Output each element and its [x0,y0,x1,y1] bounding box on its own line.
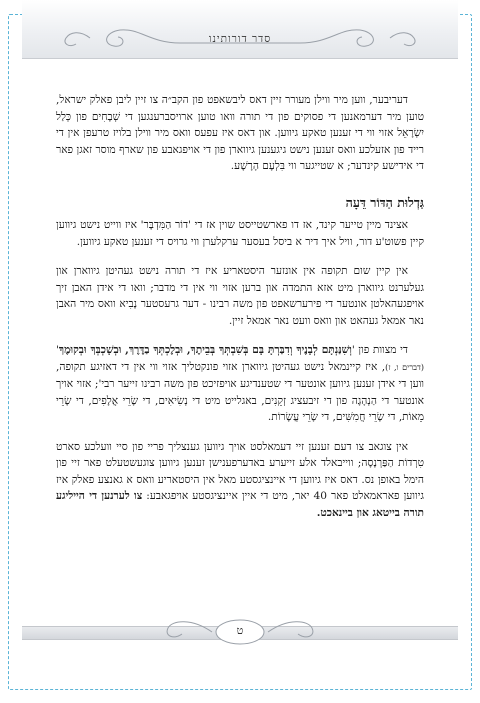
text-run: אין צוגאב צו דעם זענען זיי דעמאלסט אויך גיווען גענצליך פריי פון סיי וועלכע סארט טִרְדוֹת הַפַּרְנָסָה; ווייבאלד אלע זייערע באדערפענישן זענען גיווען צוגעשטעלט פאר זיי פון הימל באופן נס. דאס איז גיווען די איינציגסטע מאל אין היסטאריע וואס א גאנצע פאלק איז גיווען פאראמאלט פאר 40 יאר, מיט די איין איינציגסטע אויפגאבע: [56,440,424,502]
source-citation: (דברים ו, ז) [385,362,424,372]
body-paragraph [56,439,424,522]
body-paragraph: אין קיין שום תקופה אין אונזער היסטאריע איז די תורה נישט געהיטן גיווארן און געלערנט גיווארן מיט אזא התמדה און ברען אזוי ווי אין די מדבר; וואו די אידן האבן זיך אויפגעהאלטן אונטער די פירערשאפט פון משה רבינו - דער גרעסטער נָבִיא וואס מיר האבן נאר אמאל געהאט און וואס וועט נאר אמאל זיין. [56,265,424,327]
body-paragraph: אצינד מיין טייער קינד, אז דו פארשטייסט שוין אז די 'דוֹר הַמִּדְבָּר' איז ווייט נישט גיווען קיין פשוט'ע דור, וויל איך דיר א ביסל בעסער ערקלערן ווי גרויס די זענען טאקע גיווען. [56,219,424,248]
running-title: סדר דורותינו [208,33,272,45]
text-run: די מצוות פון ' [351,344,408,356]
body-paragraph [56,342,424,426]
footer-band [22,612,458,658]
text-run: , איז קיינמאל נישט געהיטן גיווארן אזוי פונקטליך אזוי ווי אין די דאזיגע תקופה, ווען די אידן זענען גיווען אונטער די שטענדיגע אויפזיכט פון משה רבינו זייער רבי'; אזוי אויך אונטער די הַנְהָגָה פון די זיבעציג זְקֵנִים, באגלייט מיט די נְשִׂיאִים, די שָׂרֵי אֲלָפִים, די שָׂרֵי מֵאוֹת, די שָׂרֵי חֲמִשִּׁים, די שָׂרֵי עֲשָׂרוֹת. [56,360,424,423]
page-body [56,92,424,534]
body-paragraph: דעריבער, ווען מיר ווילן מעורר זיין דאס ליבשאפט פון הקב״ה צו זיין ליבן פאלק ישראל, טוען מיר דערמאנען די פסוקים פון די תורה וואו טוען ארויסברענגען די שְׁבָחִים פון כְּלַל יִשְׂרָאֵל אזוי ווי די זענען טאקע גיווען. און דאס איז עפעס וואס מיר ווילן בלויז טרעפן אין די רייד פון אזעלכע וואס זענען נישט גיגענען גיווארן פון די אויפגאבע פון שארף מוסר זאגן פאר די אידישע קינדער; א שטייגער ווי בִּלְעָם הָרָשָׁע. [56,94,424,172]
page-number: ט [236,624,244,637]
bold-text-run: צו לערנען די הייליגע תורה בייטאג און ביינאכט. [56,490,424,519]
bold-text-run: וְשִׁנַּנְתָּם לְבָנֶיךָ וְדִבַּרְתָּ בָּם בְּשִׁבְתְּךָ בְּבֵיתֶךָ, וּבְלֶכְתְּךָ בַדֶּרֶךְ, וּבְשָׁכְבְּךָ וּבְקוּמֶךָ [58,344,352,356]
section-heading: גַּדְלוּת הַדּוֹר דֵּעָה [345,194,424,210]
text-run: ' [56,344,59,356]
